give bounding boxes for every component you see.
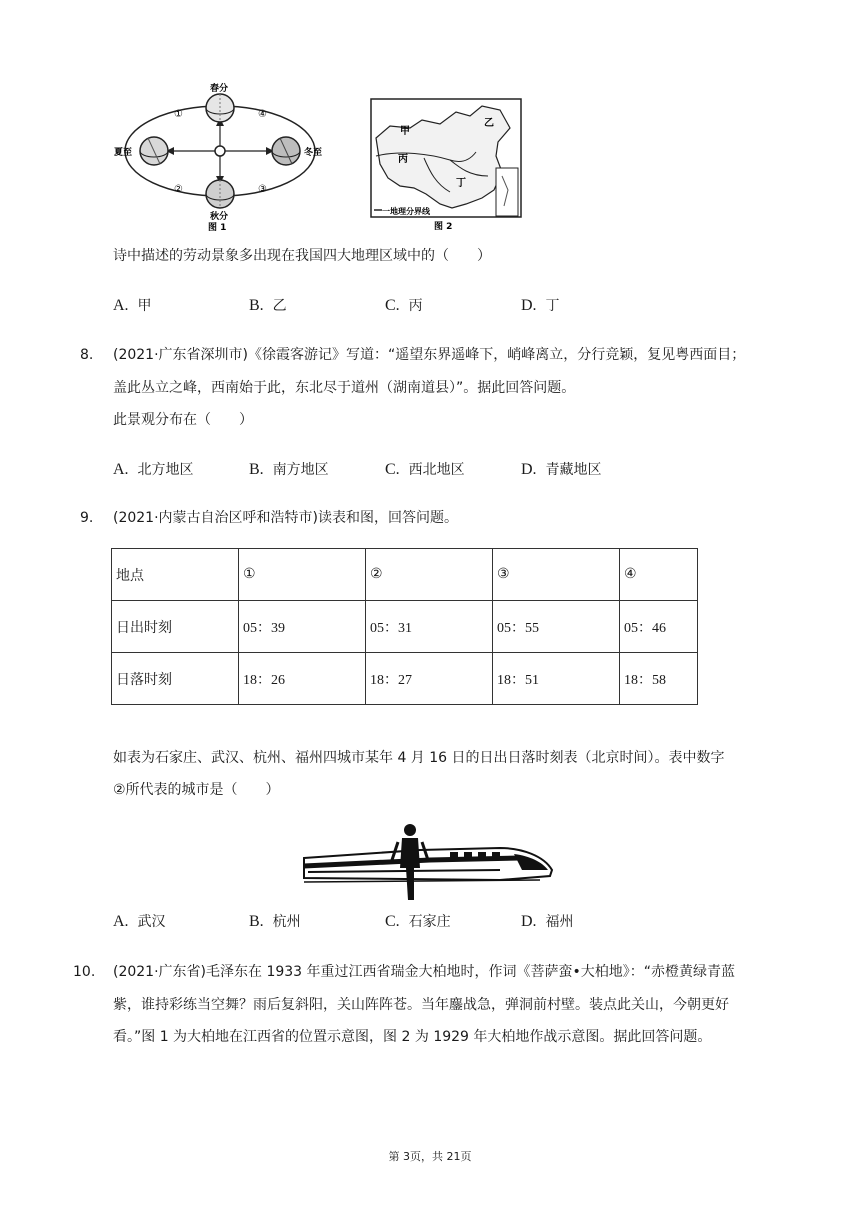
q7-option-c[interactable]: C. 丙 (385, 297, 423, 314)
winter-earth (272, 137, 300, 165)
q10-line1: (2021·广东省)毛泽东在 1933 年重过江西省瑞金大柏地时，作词《菩萨蛮•大柏地》：“赤橙黄绿青蓝 (113, 964, 736, 980)
q8-option-a[interactable]: A. 北方地区 (113, 461, 194, 478)
table-header-cell: ③ (493, 549, 620, 601)
q10-line2: 紫，谁持彩练当空舞？雨后复斜阳，关山阵阵苍。当年鏖战急，弹洞前村壁。装点此关山，今朝更好 (113, 997, 729, 1013)
summer-earth (140, 137, 168, 165)
fig2-caption: 图 2 (434, 222, 453, 232)
page-footer: 第 3页，共 21页 (388, 1150, 472, 1163)
table-header-cell: ④ (620, 549, 698, 601)
arrow-4-label: ④ (258, 109, 267, 120)
q7-options (113, 296, 657, 316)
china-regions-map (370, 98, 522, 232)
table-cell: 05：46 (620, 601, 698, 653)
q7-option-d[interactable]: D. 丁 (521, 297, 560, 314)
q8-line2: 盖此丛立之峰，西南始于此，东北尽于道州（湖南道县）”。据此回答问题。 (113, 380, 576, 396)
arrow-2-label: ② (174, 184, 183, 195)
q10-number: 10. (73, 964, 96, 980)
q7-stem: 诗中描述的劳动景象多出现在我国四大地理区域中的（ ） (113, 248, 491, 264)
high-speed-train-image (300, 820, 558, 904)
spring-label: 春分 (210, 84, 229, 94)
q7-option-b[interactable]: B. 乙 (249, 297, 287, 314)
fig1-caption: 图 1 (208, 223, 227, 232)
region-jia: 甲 (400, 126, 410, 137)
table-cell: 18：51 (493, 653, 620, 705)
region-bing: 丙 (398, 154, 408, 165)
q9-line1: (2021·内蒙古自治区呼和浩特市)读表和图，回答问题。 (113, 510, 459, 526)
table-cell: 05：39 (239, 601, 366, 653)
q9-option-b[interactable]: B. 杭州 (249, 913, 301, 930)
table-header-cell: ① (239, 549, 366, 601)
autumn-earth (206, 180, 234, 208)
winter-label: 冬至 (304, 148, 323, 158)
table-header-cell: 地点 (112, 549, 239, 601)
table-cell: 05：55 (493, 601, 620, 653)
arrow-1-label: ① (174, 109, 183, 120)
table-cell: 18：27 (366, 653, 493, 705)
q9-number: 9. (80, 510, 94, 526)
table-cell: 日出时刻 (112, 601, 239, 653)
q9-option-d[interactable]: D. 福州 (521, 913, 574, 930)
q9-option-c[interactable]: C. 石家庄 (385, 913, 451, 930)
table-cell: 日落时刻 (112, 653, 239, 705)
region-yi: 乙 (484, 118, 494, 129)
spring-earth (206, 94, 234, 122)
arrow-3-label: ③ (258, 184, 267, 195)
q9-desc2: ②所代表的城市是（ ） (113, 782, 280, 798)
q8-line1: (2021·广东省深圳市)《徐霞客游记》写道：“遥望东界遥峰下，峭峰离立，分行竞颖，复见粤西面目； (113, 347, 746, 363)
region-ding: 丁 (456, 178, 466, 189)
q8-options (113, 460, 657, 480)
table-row (112, 601, 698, 653)
q8-stem: 此景观分布在（ ） (113, 412, 253, 428)
q8-number: 8. (80, 347, 94, 363)
q8-option-b[interactable]: B. 南方地区 (249, 461, 329, 478)
q9-options (113, 912, 657, 932)
table-header-cell: ② (366, 549, 493, 601)
table-header-row (112, 549, 698, 601)
q9-option-a[interactable]: A. 武汉 (113, 913, 166, 930)
q10-line3: 看。”图 1 为大柏地在江西省的位置示意图，图 2 为 1929 年大柏地作战示意图。据此回答问题。 (113, 1029, 712, 1045)
q8-option-d[interactable]: D. 青藏地区 (521, 461, 602, 478)
q9-desc1: 如表为石家庄、武汉、杭州、福州四城市某年 4 月 16 日的日出日落时刻表（北京时间）。表中数字 (113, 750, 725, 766)
q8-option-c[interactable]: C. 西北地区 (385, 461, 465, 478)
summer-label: 夏至 (114, 148, 133, 158)
autumn-label: 秋分 (210, 212, 229, 222)
sunrise-sunset-table (111, 548, 698, 705)
map-legend: 一地理分界线 (382, 207, 430, 216)
q7-option-a[interactable]: A. 甲 (113, 297, 152, 314)
earth-orbit-figure (110, 82, 350, 232)
table-row (112, 653, 698, 705)
table-cell: 18：26 (239, 653, 366, 705)
table-cell: 05：31 (366, 601, 493, 653)
table-cell: 18：58 (620, 653, 698, 705)
